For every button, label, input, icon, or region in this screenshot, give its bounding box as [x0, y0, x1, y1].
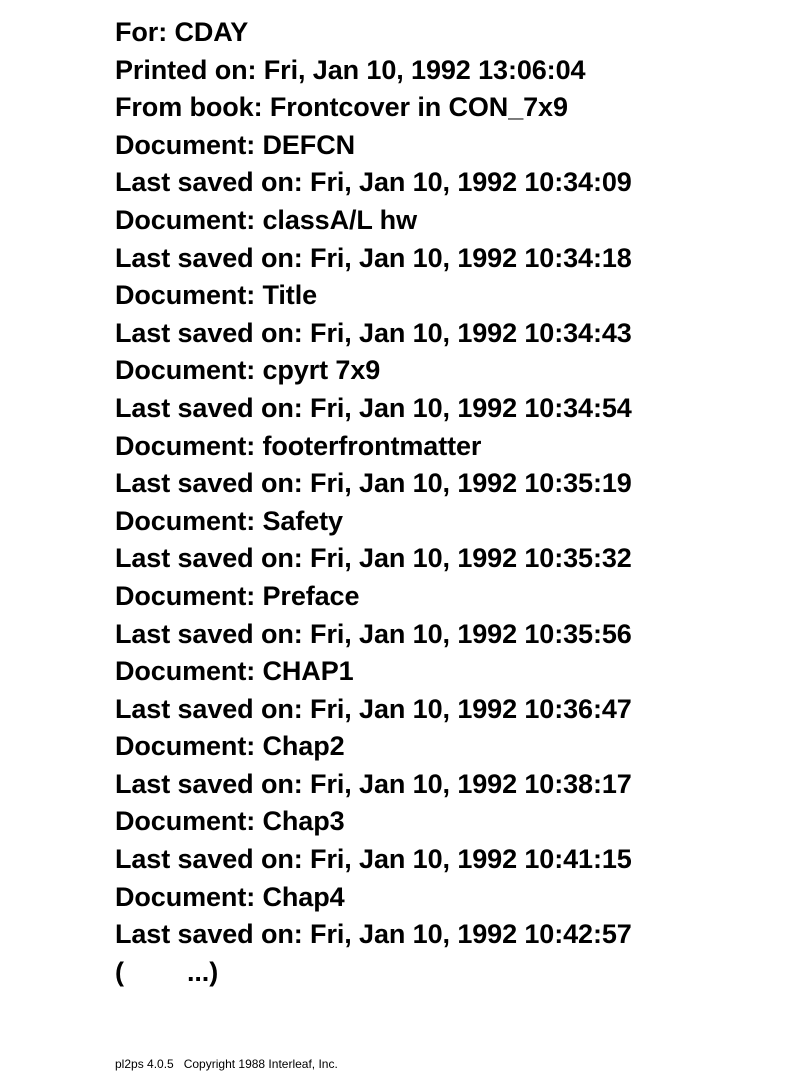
printed-on-line: Printed on: Fri, Jan 10, 1992 13:06:04: [115, 54, 586, 85]
from-book-line: From book: Frontcover in CON_7x9: [115, 92, 568, 123]
last-saved-line: Last saved on: Fri, Jan 10, 1992 10:42:57: [115, 919, 632, 950]
last-saved-line: Last saved on: Fri, Jan 10, 1992 10:36:47: [115, 693, 632, 724]
document-line: Document: Chap4: [115, 881, 345, 912]
document-line: Document: classA/L hw: [115, 204, 417, 235]
last-saved-line: Last saved on: Fri, Jan 10, 1992 10:34:18: [115, 242, 632, 273]
document-line: Document: Chap3: [115, 806, 345, 837]
for-line: For: CDAY: [115, 17, 249, 47]
last-saved-line: Last saved on: Fri, Jan 10, 1992 10:38:17: [115, 768, 632, 799]
continuation-close: ...): [187, 956, 219, 987]
last-saved-line: Last saved on: Fri, Jan 10, 1992 10:34:09: [115, 167, 632, 198]
last-saved-line: Last saved on: Fri, Jan 10, 1992 10:35:56: [115, 618, 632, 649]
continuation-line: [115, 954, 795, 992]
last-saved-line: Last saved on: Fri, Jan 10, 1992 10:35:19: [115, 468, 632, 499]
document-line: Document: Chap2: [115, 731, 345, 762]
last-saved-line: Last saved on: Fri, Jan 10, 1992 10:34:43: [115, 317, 632, 348]
document-line: Document: footerfrontmatter: [115, 430, 482, 461]
document-line: Document: DEFCN: [115, 129, 355, 160]
last-saved-line: Last saved on: Fri, Jan 10, 1992 10:41:15: [115, 844, 632, 875]
document-line: Document: Title: [115, 280, 318, 311]
document-line: Document: cpyrt 7x9: [115, 355, 381, 386]
document-line: Document: Preface: [115, 580, 360, 611]
copyright-footer: pl2ps 4.0.5 Copyright 1988 Interleaf, Inc.: [115, 1057, 338, 1071]
banner-lines: [115, 14, 795, 991]
document-line: Document: CHAP1: [115, 656, 354, 687]
last-saved-line: Last saved on: Fri, Jan 10, 1992 10:34:54: [115, 392, 632, 423]
continuation-open: (: [115, 956, 124, 987]
last-saved-line: Last saved on: Fri, Jan 10, 1992 10:35:32: [115, 543, 632, 574]
document-line: Document: Safety: [115, 505, 343, 536]
